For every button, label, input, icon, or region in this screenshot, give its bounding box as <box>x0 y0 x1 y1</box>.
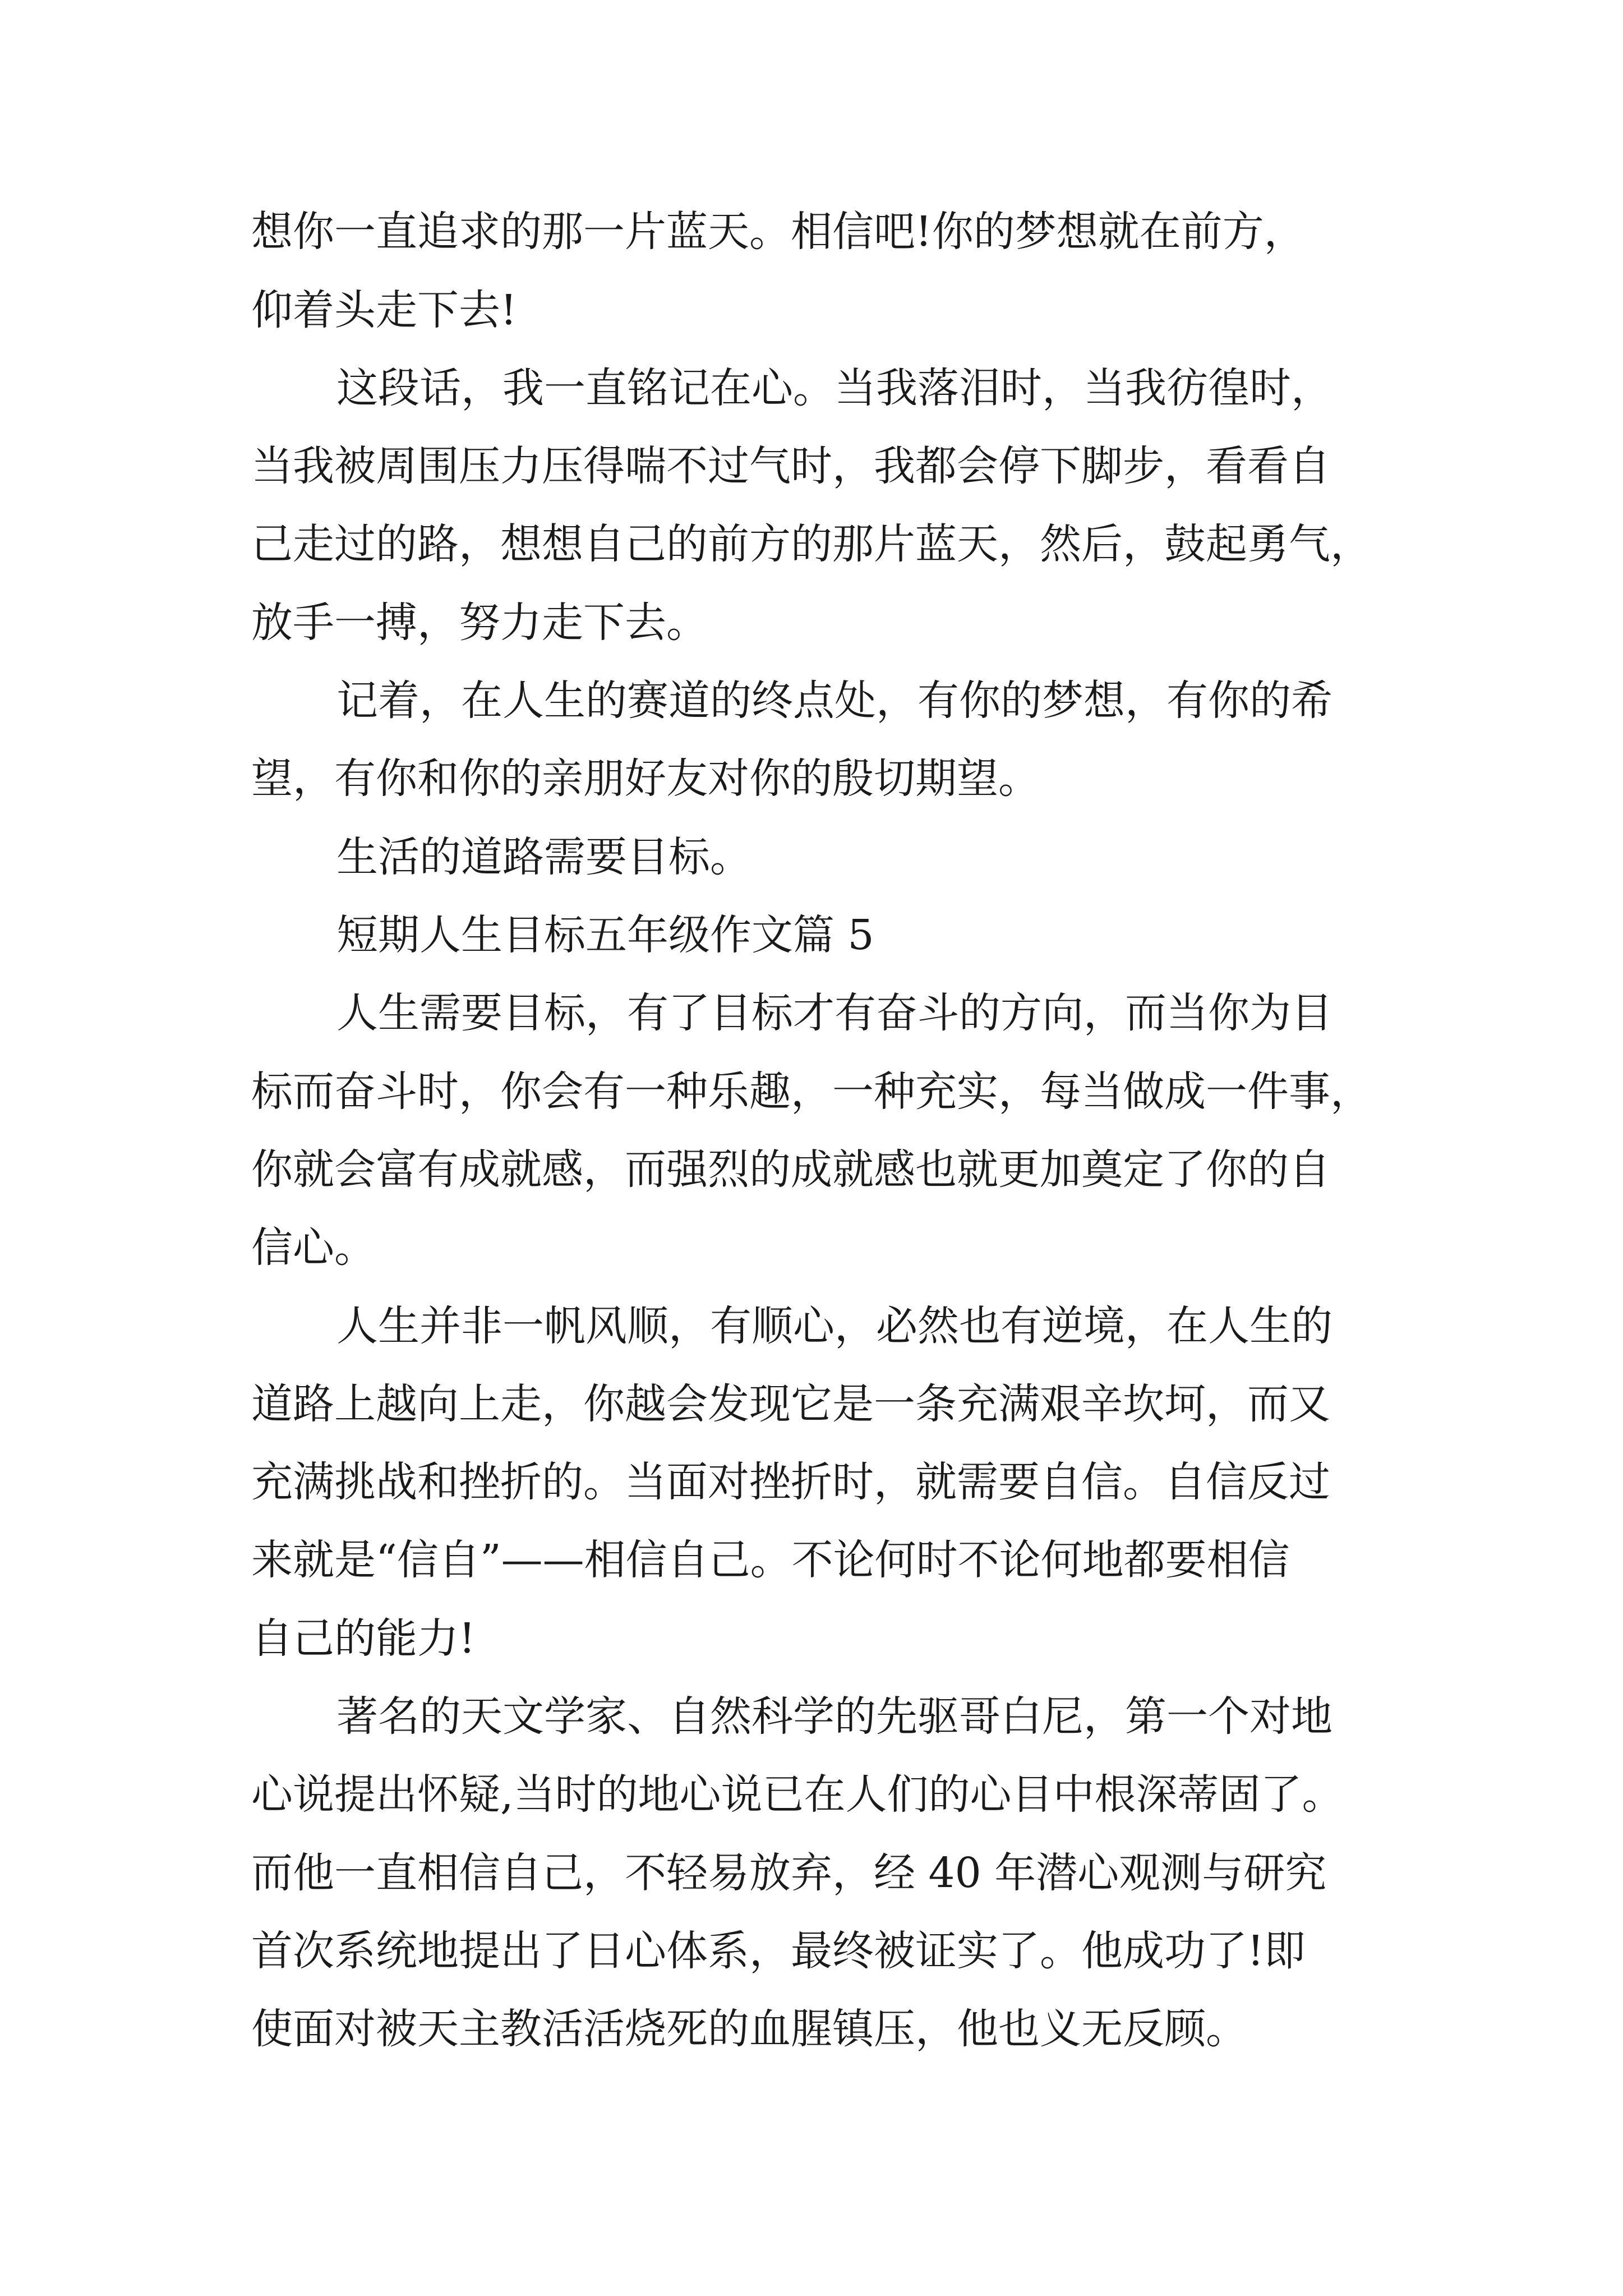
text-line-6: 放手一搏，努力走下去。 <box>251 599 708 647</box>
text-line-21: 心说提出怀疑,当时的地心说已在人们的心目中根深蒂固了。 <box>251 1770 1344 1819</box>
text-line-18: 来就是“信自”——相信自己。不论何时不论何地都要相信 <box>251 1536 1290 1584</box>
section-heading: 短期人生目标五年级作文篇 5 <box>336 911 874 959</box>
text-line-11: 人生需要目标，有了目标才有奋斗的方向，而当你为目 <box>336 989 1332 1037</box>
text-line-7: 记着，在人生的赛道的终点处，有你的梦想，有你的希 <box>336 677 1332 725</box>
text-line-3: 这段话，我一直铭记在心。当我落泪时，当我彷徨时， <box>336 364 1332 412</box>
text-line-4: 当我被周围压力压得喘不过气时，我都会停下脚步，看看自 <box>251 442 1330 490</box>
text-line-22: 而他一直相信自己，不轻易放弃，经 40 年潜心观测与研究 <box>251 1849 1327 1897</box>
text-line-24: 使面对被天主教活活烧死的血腥镇压，他也义无反顾。 <box>251 2005 1247 2053</box>
text-line-12: 标而奋斗时，你会有一种乐趣，一种充实，每当做成一件事， <box>251 1068 1372 1116</box>
text-line-23: 首次系统地提出了日心体系，最终被证实了。他成功了!即 <box>251 1927 1306 1975</box>
text-line-15: 人生并非一帆风顺，有顺心，必然也有逆境，在人生的 <box>336 1302 1332 1350</box>
text-line-9: 生活的道路需要目标。 <box>336 833 751 881</box>
text-line-8: 望，有你和你的亲朋好友对你的殷切期望。 <box>251 754 1040 803</box>
text-line-19: 自己的能力! <box>251 1614 476 1663</box>
text-line-14: 信心。 <box>251 1223 376 1272</box>
text-line-20: 著名的天文学家、自然科学的先驱哥白尼，第一个对地 <box>336 1692 1332 1741</box>
text-line-2: 仰着头走下去! <box>251 286 517 334</box>
text-line-1: 想你一直追求的那一片蓝天。相信吧!你的梦想就在前方， <box>251 208 1306 256</box>
text-line-17: 充满挑战和挫折的。当面对挫折时，就需要自信。自信反过 <box>251 1458 1330 1506</box>
text-line-16: 道路上越向上走，你越会发现它是一条充满艰辛坎坷，而又 <box>251 1380 1330 1428</box>
text-line-5: 己走过的路，想想自己的前方的那片蓝天，然后，鼓起勇气， <box>251 520 1372 568</box>
text-line-13: 你就会富有成就感，而强烈的成就感也就更加奠定了你的自 <box>251 1145 1330 1194</box>
